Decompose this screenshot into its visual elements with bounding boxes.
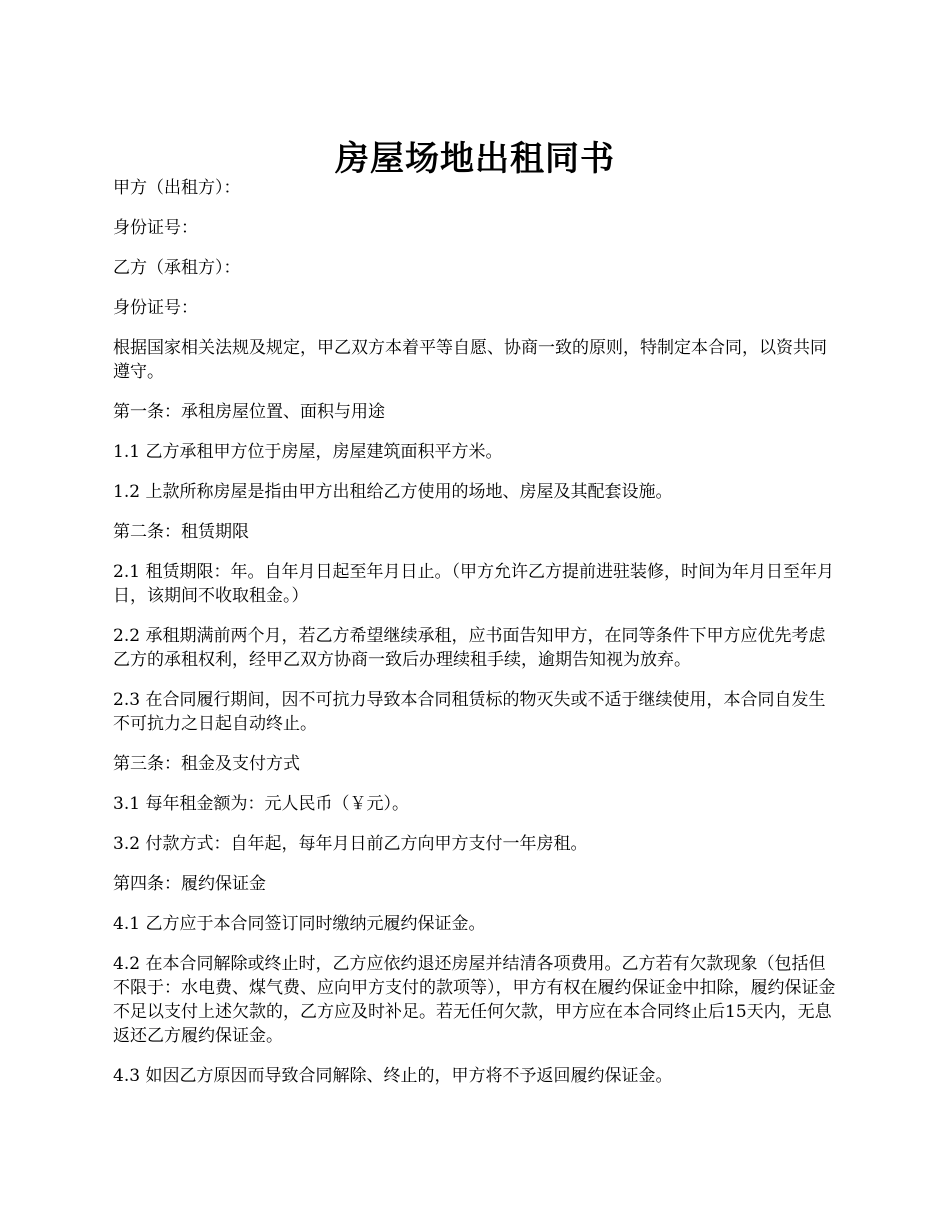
article-1-heading: 第一条：承租房屋位置、面积与用途 xyxy=(113,402,385,422)
party-b-line: 乙方（承租方）： xyxy=(113,258,241,278)
clause-3-1: 3.1 每年租金额为：元人民币（￥元）。 xyxy=(113,794,409,814)
party-a-id-line: 身份证号： xyxy=(113,218,198,238)
clause-4-1: 4.1 乙方应于本合同签订同时缴纳元履约保证金。 xyxy=(113,914,486,934)
clause-3-2: 3.2 付款方式：自年起，每年月日前乙方向甲方支付一年房租。 xyxy=(113,834,588,854)
clause-4-3: 4.3 如因乙方原因而导致合同解除、终止的，甲方将不予返回履约保证金。 xyxy=(113,1066,673,1086)
clause-1-2: 1.2 上款所称房屋是指由甲方出租给乙方使用的场地、房屋及其配套设施。 xyxy=(113,482,673,502)
clause-1-1: 1.1 乙方承租甲方位于房屋，房屋建筑面积平方米。 xyxy=(113,442,503,462)
article-4-heading: 第四条：履约保证金 xyxy=(113,874,266,894)
party-a-line: 甲方（出租方）： xyxy=(113,178,241,198)
document-title: 房屋场地出租同书 xyxy=(335,138,615,179)
article-3-heading: 第三条：租金及支付方式 xyxy=(113,754,300,774)
document-body xyxy=(113,176,841,1104)
preamble-paragraph: 根据国家相关法规及规定，甲乙双方本着平等自愿、协商一致的原则，特制定本合同，以资共同遵守。 xyxy=(113,338,827,382)
party-b-id-line: 身份证号： xyxy=(113,298,198,318)
article-2-heading: 第二条：租赁期限 xyxy=(113,522,249,542)
clause-2-1: 2.1 租赁期限：年。自年月日起至年月日止。（甲方允许乙方提前进驻装修，时间为年月日至年月日，该期间不收取租金。） xyxy=(113,562,834,606)
clause-2-3: 2.3 在合同履行期间，因不可抗力导致本合同租赁标的物灭失或不适于继续使用，本合同自发生不可抗力之日起自动终止。 xyxy=(113,690,826,734)
clause-2-2: 2.2 承租期满前两个月，若乙方希望继续承租，应书面告知甲方，在同等条件下甲方应优先考虑乙方的承租权利，经甲乙双方协商一致后办理续租手续，逾期告知视为放弃。 xyxy=(113,626,826,670)
clause-4-2: 4.2 在本合同解除或终止时，乙方应依约退还房屋并结清各项费用。乙方若有欠款现象（包括但不限于：水电费、煤气费、应向甲方支付的款项等），甲方有权在履约保证金中扣除，履约保证金不足以支付上述欠款的，乙方应及时补足。若无任何欠款，甲方应在本合同终止后15天内，无息返还乙方履约保证金。 xyxy=(113,954,836,1046)
